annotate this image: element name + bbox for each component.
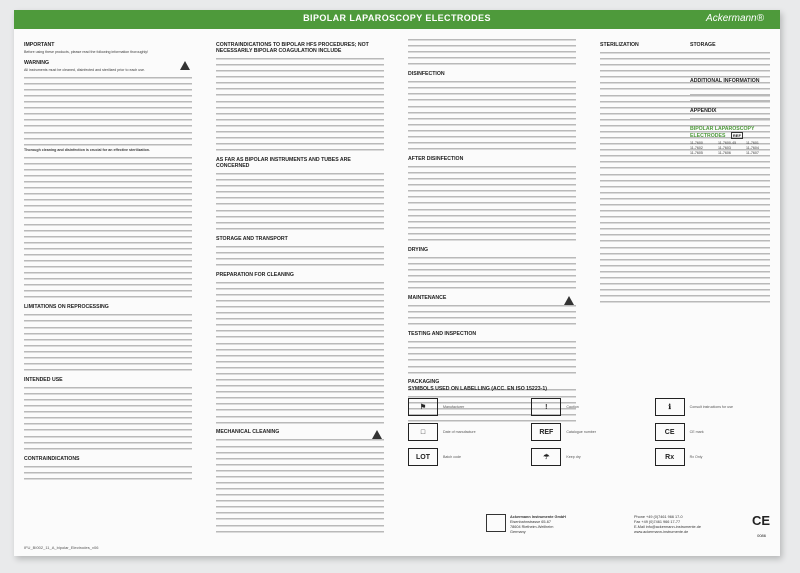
code-item: 11-7606 — [718, 151, 731, 156]
ref-icon: REF — [531, 423, 561, 441]
caution-icon: ! — [531, 398, 561, 416]
symbol-item — [408, 396, 523, 418]
section-preparation: PREPARATION FOR CLEANING — [216, 271, 294, 278]
section-testing: TESTING AND INSPECTION — [408, 331, 477, 338]
date-icon: □ — [408, 423, 438, 441]
code-item: 11-7604 — [746, 146, 759, 151]
cleaning-note: Thorough cleaning and disinfection is crucial for an effective sterilization. — [24, 147, 151, 152]
column-4-right — [690, 37, 770, 156]
ref-icon: REF — [732, 133, 741, 139]
document-title: BIPOLAR LAPAROSCOPY ELECTRODES — [303, 13, 491, 23]
code-item: 11-7600 — [690, 141, 703, 146]
warning-icon — [372, 430, 382, 439]
lot-icon: LOT — [408, 448, 438, 466]
symbol-label: Consult instructions for use — [689, 405, 734, 409]
ce-icon: CE — [655, 423, 685, 441]
symbol-item — [408, 421, 523, 443]
section-sterilization: STERILIZATION — [600, 42, 639, 48]
section-storage-transport: STORAGE AND TRANSPORT — [216, 235, 288, 242]
notified-body-code: 0086 — [757, 533, 766, 538]
company-address: Ackermann Instrumente GmbH Eisenbahnstrasse 65-67 78604 Rietheim-Weilheim Germany — [510, 515, 566, 534]
rx-icon: Rx — [655, 448, 685, 466]
symbols-grid — [408, 396, 770, 468]
section-contraindications: CONTRAINDICATIONS — [24, 455, 80, 462]
symbol-label: Rx Only — [689, 455, 703, 459]
symbol-item — [655, 421, 770, 443]
symbol-label: CE mark — [689, 430, 704, 434]
codes-heading: BIPOLAR LAPAROSCOPY ELECTRODES REF — [690, 126, 755, 140]
symbol-label: Batch code — [443, 455, 461, 459]
section-warning: WARNING — [24, 60, 192, 66]
code-item: 11-7605 — [690, 151, 703, 156]
section-hfs-contraindications: CONTRAINDICATIONS TO BIPOLAR HFS PROCEDURES; NOT NECESSARILY BIPOLAR COAGULATION INCLUDE — [216, 42, 369, 54]
warning-icon — [180, 61, 190, 70]
section-storage: STORAGE — [690, 42, 716, 48]
symbol-label: Date of manufacture — [443, 430, 476, 434]
section-important: IMPORTANT — [24, 42, 55, 48]
section-mechanical-cleaning: MECHANICAL CLEANING — [216, 429, 384, 435]
header-banner — [14, 10, 780, 29]
symbol-item — [655, 396, 770, 418]
section-limitations: LIMITATIONS ON REPROCESSING — [24, 304, 109, 311]
symbol-label: Keep dry — [566, 455, 581, 459]
section-maintenance: MAINTENANCE — [408, 295, 576, 301]
symbol-item — [531, 446, 646, 468]
brand-logo: Ackermann® — [706, 13, 764, 24]
symbol-item — [655, 446, 770, 468]
document-id: IFU_BI002_11_A_bipolar_Electrodes_v06 — [24, 545, 99, 550]
ce-mark: CE — [751, 513, 770, 528]
code-item: 11-7603 — [718, 146, 731, 151]
column-2 — [216, 37, 384, 535]
symbols-section — [408, 386, 770, 468]
section-disinfection: DISINFECTION — [408, 71, 445, 78]
keep-dry-icon: ☂ — [531, 448, 561, 466]
section-packaging: PACKAGING — [408, 379, 440, 386]
warning-text: All instruments must be cleaned, disinfected and sterilized prior to each use. — [24, 67, 146, 72]
section-additional: ADDITIONAL INFORMATION — [690, 78, 760, 85]
code-item: 11-7600-45 — [718, 141, 737, 146]
important-text: Before using these products, please read the following information thoroughly! — [24, 50, 149, 54]
symbol-item — [408, 446, 523, 468]
symbol-item — [531, 396, 646, 418]
symbol-label: Manufacturer — [443, 405, 465, 409]
section-after-disinfection: AFTER DISINFECTION — [408, 155, 464, 162]
section-drying: DRYING — [408, 246, 428, 253]
column-3 — [408, 37, 579, 424]
company-contact: Phone +49 (0)7461 966 17-0 Fax +49 (0)7461 966 17-77 E-Mail info@ackermann-instrumente.de www.ackermann-instrumente.de — [634, 515, 701, 534]
warning-icon — [564, 296, 574, 305]
section-bipolar-tubes: AS FAR AS BIPOLAR INSTRUMENTS AND TUBES ARE CONCERNED — [216, 157, 351, 170]
column-1 — [24, 37, 192, 482]
section-appendix: APPENDIX — [690, 108, 717, 115]
code-item: 11-7601 — [746, 141, 759, 146]
symbol-label: Caution — [566, 405, 579, 409]
instructions-icon: ℹ — [655, 398, 685, 416]
symbol-item — [531, 421, 646, 443]
codes-list — [690, 141, 770, 156]
symbol-label: Catalogue number — [566, 430, 596, 434]
manufacturer-icon: ⚑ — [408, 398, 438, 416]
code-item: 11-7607 — [746, 151, 759, 156]
company-logo — [486, 514, 506, 532]
section-intended-use: INTENDED USE — [24, 376, 63, 383]
symbols-title: SYMBOLS USED ON LABELLING (ACC. EN ISO 15223-1) — [408, 386, 547, 392]
document-sheet — [14, 10, 780, 556]
code-item: 11-7602 — [690, 146, 703, 151]
